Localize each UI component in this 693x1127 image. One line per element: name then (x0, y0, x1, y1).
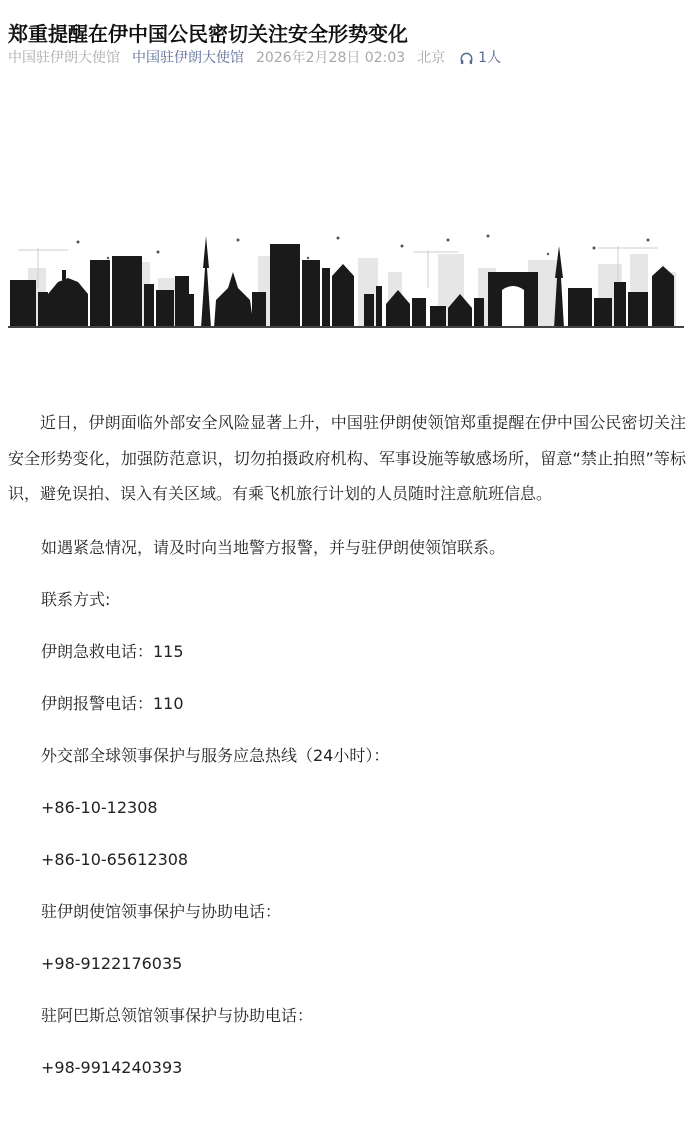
paragraph: 伊朗急救电话：115 (41, 641, 184, 661)
paragraph: +98-9122176035 (41, 953, 183, 973)
city-skyline-illustration (8, 228, 684, 338)
listener-count: 1人 (478, 50, 502, 66)
paragraph: 联系方式: (41, 589, 111, 609)
listen-button[interactable] (459, 47, 501, 69)
meta-location: 北京 (417, 50, 446, 66)
paragraph: +86-10-65612308 (41, 849, 189, 869)
meta-datetime: 2026年2月28日 02:03 (256, 50, 406, 66)
paragraph: +98-9914240393 (41, 1057, 183, 1077)
headphones-icon (459, 51, 474, 66)
paragraph: 外交部全球领事保护与服务应急热线（24小时）： (41, 745, 390, 765)
paragraph: 驻伊朗使馆领事保护与协助电话： (41, 901, 282, 921)
paragraph: 驻阿巴斯总领馆领事保护与协助电话： (41, 1005, 314, 1025)
article-meta (8, 47, 501, 69)
article-title: 郑重提醒在伊中国公民密切关注安全形势变化 (8, 22, 408, 47)
paragraph: 近日，伊朗面临外部安全风险显著上升，中国驻伊朗使领馆郑重提醒在伊中国公民密切关注安全形势变化，加强防范意识，切勿拍摄政府机构、军事设施等敏感场所，留意“禁止拍照”等标识，避免误拍、误入有关区域。有乘飞机旅行计划的人员随时注意航班信息。 (8, 413, 686, 503)
paragraph: 如遇紧急情况，请及时向当地警方报警，并与驻伊朗使领馆联系。 (41, 537, 506, 557)
paragraph: +86-10-12308 (41, 797, 158, 817)
meta-account-link[interactable]: 中国驻伊朗大使馆 (132, 50, 244, 66)
article-body (8, 405, 686, 1105)
meta-source: 中国驻伊朗大使馆 (8, 50, 120, 66)
paragraph: 伊朗报警电话：110 (41, 693, 184, 713)
